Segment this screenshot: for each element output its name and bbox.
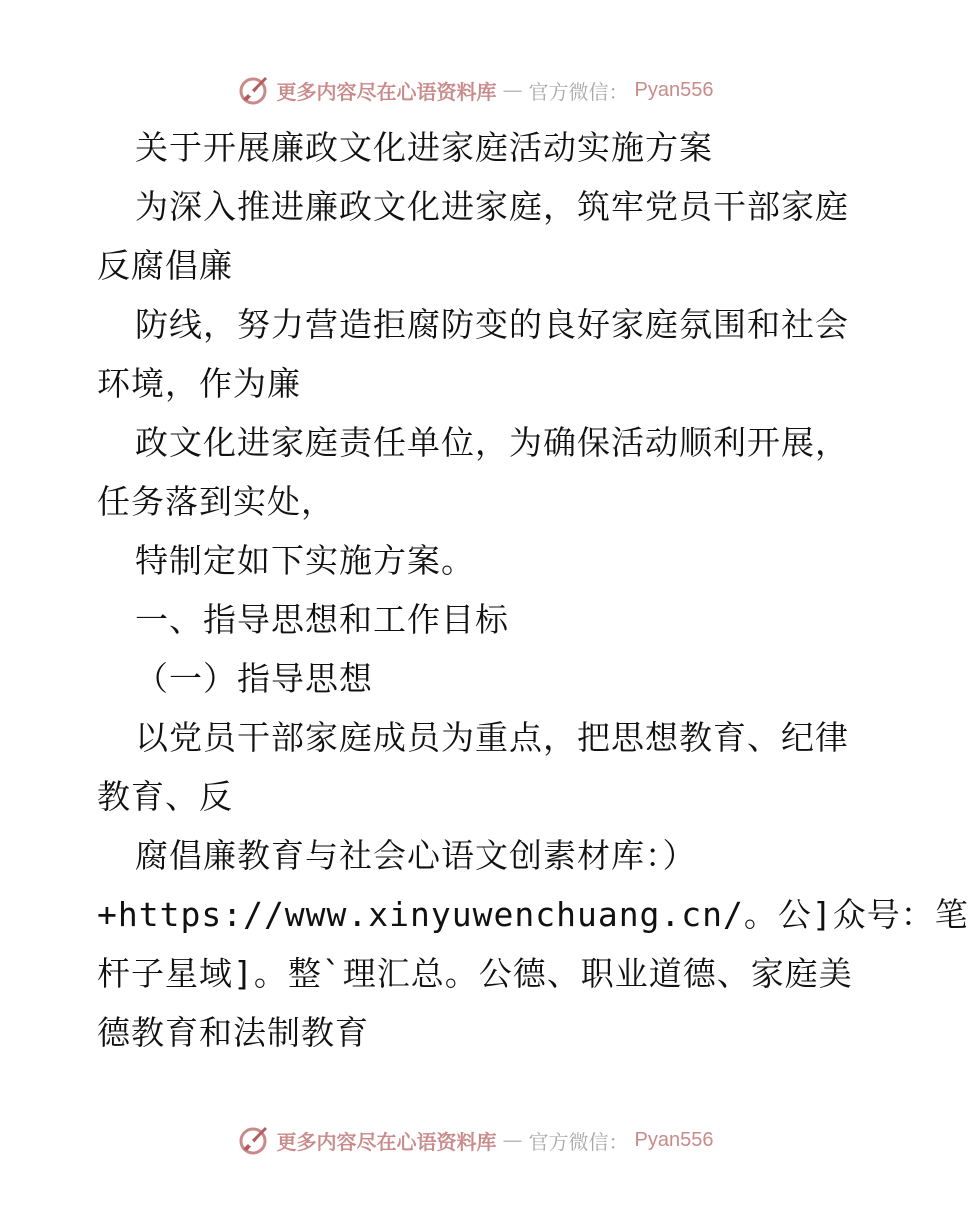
watermark-wechat-id: Pyan556 [634,1128,714,1151]
watermark-wechat-label: 官方微信： [528,79,629,104]
watermark-wechat-label: 官方微信： [528,1129,629,1154]
quill-pen-icon [237,73,271,107]
watermark-dash: — [502,1128,523,1152]
document-body [97,118,969,1062]
watermark-wechat-id: Pyan556 [634,78,714,101]
paragraph-line: 特制定如下实施方案。 [135,541,475,580]
paragraph-line: 教育、反 [97,777,233,816]
paragraph-line: 为深入推进廉政文化进家庭，筑牢党员干部家庭 [135,187,849,226]
section-heading: 一、指导思想和工作目标 [135,600,509,639]
quill-pen-icon [237,1123,271,1157]
paragraph-line: 杆子星域]。整`理汇总。公德、职业道德、家庭美 [97,954,853,993]
subsection-heading: （一）指导思想 [135,659,373,698]
watermark-dash: — [502,78,523,102]
watermark-brand-text: 更多内容尽在心语资料库 [276,1129,497,1154]
paragraph-line: 腐倡廉教育与社会心语文创素材库：） [135,836,697,875]
paragraph-line: 政文化进家庭责任单位，为确保活动顺利开展， [135,423,849,462]
paragraph-line: 以党员干部家庭成员为重点，把思想教育、纪律 [135,718,849,757]
paragraph-line: 反腐倡廉 [97,246,233,285]
document-title: 关于开展廉政文化进家庭活动实施方案 [135,128,713,167]
header-watermark [0,70,950,110]
watermark-brand-text: 更多内容尽在心语资料库 [276,79,497,104]
paragraph-line: 环境，作为廉 [97,364,301,403]
footer-watermark [0,1120,950,1160]
paragraph-line: 防线，努力营造拒腐防变的良好家庭氛围和社会 [135,305,849,344]
paragraph-line: 任务落到实处， [97,482,335,521]
paragraph-line: 德教育和法制教育 [97,1013,369,1052]
paragraph-line: +https://www.xinyuwenchuang.cn/。公]众号：笔 [97,895,969,934]
